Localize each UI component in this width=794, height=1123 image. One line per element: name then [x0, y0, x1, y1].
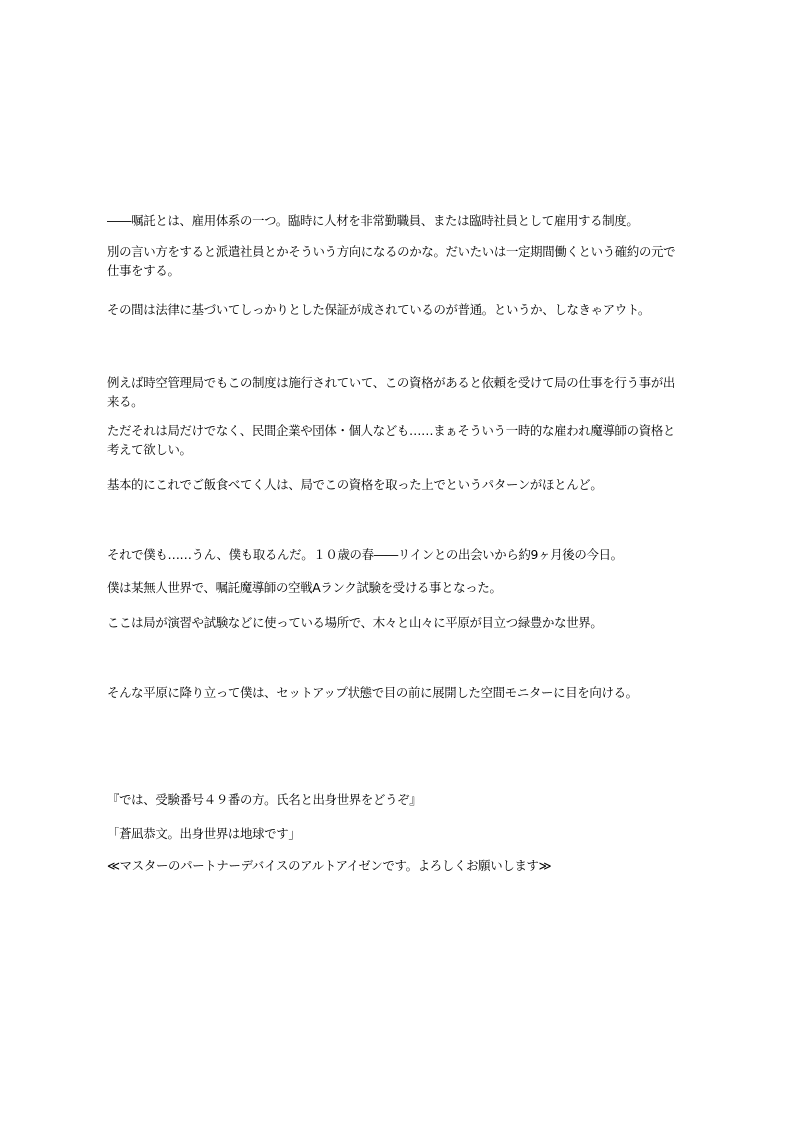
paragraph-11: 『では、受験番号４９番の方。氏名と出身世界をどうぞ』 [107, 792, 422, 807]
paragraph-2: 別の言い方をすると派遣社員とかそういう方向になるのかな。だいたいは一定期間働くという確約の元で仕事をする。 [107, 244, 676, 278]
paragraph-4: 例えば時空管理局でもこの制度は施行されていて、この資格があると依頼を受けて局の仕事を行う事が出来る。 [107, 375, 676, 409]
paragraph-7: それで僕も……うん、僕も取るんだ。１０歳の春――リインとの出会いから約9ヶ月後の今日。 [107, 547, 623, 562]
paragraph-10: そんな平原に降り立って僕は、セットアップ状態で目の前に展開した空間モニターに目を向ける。 [107, 685, 638, 700]
paragraph-3: その間は法律に基づいてしっかりとした保証が成されているのが普通。というか、しなきゃアウト。 [107, 302, 650, 317]
paragraph-1: ――嘱託とは、雇用体系の一つ。臨時に人材を非常勤職員、または臨時社員として雇用する制度。 [107, 213, 639, 228]
paragraph-12: 「蒼凪恭文。出身世界は地球です」 [107, 826, 301, 841]
paragraph-5: ただそれは局だけでなく、民間企業や団体・個人なども……まぁそういう一時的な雇われ魔導師の資格と考えて欲しい。 [107, 423, 676, 457]
paragraph-8: 僕は某無人世界で、嘱託魔導師の空戦Aランク試験を受ける事となった。 [107, 580, 502, 595]
paragraph-6: 基本的にこれでご飯食べてく人は、局でこの資格を取った上でというパターンがほとんど。 [107, 477, 603, 492]
paragraph-9: ここは局が演習や試験などに使っている場所で、木々と山々に平原が目立つ緑豊かな世界。 [107, 615, 603, 630]
paragraph-13: ≪マスターのパートナーデバイスのアルトアイゼンです。よろしくお願いします≫ [107, 858, 552, 873]
